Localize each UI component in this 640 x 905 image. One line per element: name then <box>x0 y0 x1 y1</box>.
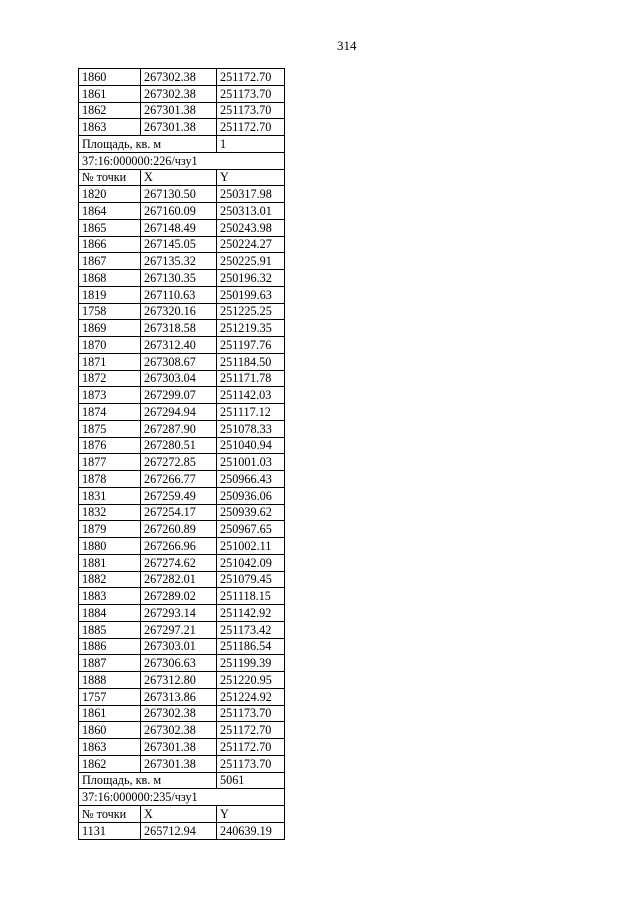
point-number-cell: 1881 <box>79 554 141 571</box>
x-coordinate-cell: 267301.38 <box>141 102 217 119</box>
x-coordinate-cell: 267320.16 <box>141 303 217 320</box>
point-number-cell: 1878 <box>79 471 141 488</box>
y-coordinate-cell: 250243.98 <box>217 219 285 236</box>
table-row <box>79 605 285 622</box>
coordinates-table <box>78 68 285 840</box>
y-coordinate-cell: 250939.62 <box>217 504 285 521</box>
y-coordinate-cell: 250196.32 <box>217 270 285 287</box>
point-number-cell: 1861 <box>79 85 141 102</box>
point-number-cell: 1832 <box>79 504 141 521</box>
point-number-cell: 1831 <box>79 487 141 504</box>
x-coordinate-cell: 267303.01 <box>141 638 217 655</box>
table-row <box>79 487 285 504</box>
y-coordinate-cell: 251219.35 <box>217 320 285 337</box>
x-coordinate-cell: 267110.63 <box>141 286 217 303</box>
table-header-row <box>79 806 285 823</box>
x-coordinate-cell: 267306.63 <box>141 655 217 672</box>
y-coordinate-cell: 251184.50 <box>217 353 285 370</box>
point-number-cell: 1861 <box>79 705 141 722</box>
table-row <box>79 621 285 638</box>
x-coordinate-cell: 267302.38 <box>141 85 217 102</box>
x-coordinate-cell: 265712.94 <box>141 822 217 839</box>
y-coordinate-cell: 251001.03 <box>217 454 285 471</box>
x-coordinate-cell: 267312.40 <box>141 337 217 354</box>
y-coordinate-cell: 250317.98 <box>217 186 285 203</box>
y-coordinate-cell: 251173.70 <box>217 102 285 119</box>
cadastral-number: 37:16:000000:235/чзу1 <box>79 789 285 806</box>
table-row <box>79 303 285 320</box>
y-coordinate-cell: 251078.33 <box>217 420 285 437</box>
x-coordinate-cell: 267160.09 <box>141 203 217 220</box>
y-coordinate-cell: 251042.09 <box>217 554 285 571</box>
point-number-cell: 1757 <box>79 688 141 705</box>
table-row <box>79 454 285 471</box>
point-number-cell: 1888 <box>79 672 141 689</box>
x-coordinate-cell: 267302.38 <box>141 69 217 86</box>
x-coordinate-cell: 267289.02 <box>141 588 217 605</box>
y-coordinate-cell: 250966.43 <box>217 471 285 488</box>
y-coordinate-cell: 250936.06 <box>217 487 285 504</box>
coordinates-table-body <box>79 69 285 840</box>
x-coordinate-cell: 267301.38 <box>141 739 217 756</box>
y-coordinate-cell: 251224.92 <box>217 688 285 705</box>
table-row <box>79 504 285 521</box>
point-number-cell: 1863 <box>79 739 141 756</box>
point-number-cell: 1866 <box>79 236 141 253</box>
y-coordinate-cell: 251186.54 <box>217 638 285 655</box>
y-coordinate-cell: 251002.11 <box>217 538 285 555</box>
y-coordinate-cell: 251172.70 <box>217 69 285 86</box>
x-coordinate-cell: 267145.05 <box>141 236 217 253</box>
x-coordinate-cell: 267302.38 <box>141 705 217 722</box>
x-coordinate-cell: 267274.62 <box>141 554 217 571</box>
cadastral-number-row <box>79 789 285 806</box>
point-number-cell: 1131 <box>79 822 141 839</box>
y-coordinate-cell: 251173.70 <box>217 755 285 772</box>
y-coordinate-cell: 250967.65 <box>217 521 285 538</box>
x-coordinate-cell: 267260.89 <box>141 521 217 538</box>
table-header-row <box>79 169 285 186</box>
point-number-cell: 1872 <box>79 370 141 387</box>
x-coordinate-cell: 267312.80 <box>141 672 217 689</box>
point-number-cell: 1868 <box>79 270 141 287</box>
header-x: X <box>141 169 217 186</box>
area-row <box>79 136 285 153</box>
x-coordinate-cell: 267308.67 <box>141 353 217 370</box>
y-coordinate-cell: 251117.12 <box>217 404 285 421</box>
table-row <box>79 253 285 270</box>
table-row <box>79 688 285 705</box>
point-number-cell: 1867 <box>79 253 141 270</box>
y-coordinate-cell: 250313.01 <box>217 203 285 220</box>
point-number-cell: 1883 <box>79 588 141 605</box>
x-coordinate-cell: 267294.94 <box>141 404 217 421</box>
table-row <box>79 69 285 86</box>
table-row <box>79 186 285 203</box>
x-coordinate-cell: 267282.01 <box>141 571 217 588</box>
point-number-cell: 1865 <box>79 219 141 236</box>
y-coordinate-cell: 251172.70 <box>217 722 285 739</box>
point-number-cell: 1877 <box>79 454 141 471</box>
table-row <box>79 437 285 454</box>
point-number-cell: 1820 <box>79 186 141 203</box>
y-coordinate-cell: 251220.95 <box>217 672 285 689</box>
point-number-cell: 1886 <box>79 638 141 655</box>
table-row <box>79 85 285 102</box>
y-coordinate-cell: 250224.27 <box>217 236 285 253</box>
point-number-cell: 1873 <box>79 387 141 404</box>
x-coordinate-cell: 267297.21 <box>141 621 217 638</box>
x-coordinate-cell: 267135.32 <box>141 253 217 270</box>
cadastral-number: 37:16:000000:226/чзу1 <box>79 152 285 169</box>
table-row <box>79 705 285 722</box>
table-row <box>79 755 285 772</box>
table-row <box>79 420 285 437</box>
y-coordinate-cell: 250199.63 <box>217 286 285 303</box>
y-coordinate-cell: 251173.70 <box>217 85 285 102</box>
table-row <box>79 387 285 404</box>
header-y: Y <box>217 169 285 186</box>
point-number-cell: 1875 <box>79 420 141 437</box>
point-number-cell: 1860 <box>79 69 141 86</box>
point-number-cell: 1860 <box>79 722 141 739</box>
point-number-cell: 1874 <box>79 404 141 421</box>
point-number-cell: 1887 <box>79 655 141 672</box>
x-coordinate-cell: 267302.38 <box>141 722 217 739</box>
point-number-cell: 1758 <box>79 303 141 320</box>
area-label: Площадь, кв. м <box>79 772 217 789</box>
header-point-number: № точки <box>79 806 141 823</box>
x-coordinate-cell: 267266.77 <box>141 471 217 488</box>
point-number-cell: 1876 <box>79 437 141 454</box>
table-row <box>79 286 285 303</box>
x-coordinate-cell: 267130.50 <box>141 186 217 203</box>
table-row <box>79 102 285 119</box>
header-x: X <box>141 806 217 823</box>
x-coordinate-cell: 267313.86 <box>141 688 217 705</box>
y-coordinate-cell: 240639.19 <box>217 822 285 839</box>
x-coordinate-cell: 267266.96 <box>141 538 217 555</box>
table-row <box>79 320 285 337</box>
cadastral-number-row <box>79 152 285 169</box>
table-row <box>79 521 285 538</box>
area-value: 5061 <box>217 772 285 789</box>
y-coordinate-cell: 251173.70 <box>217 705 285 722</box>
x-coordinate-cell: 267303.04 <box>141 370 217 387</box>
point-number-cell: 1884 <box>79 605 141 622</box>
point-number-cell: 1880 <box>79 538 141 555</box>
x-coordinate-cell: 267299.07 <box>141 387 217 404</box>
x-coordinate-cell: 267259.49 <box>141 487 217 504</box>
x-coordinate-cell: 267280.51 <box>141 437 217 454</box>
x-coordinate-cell: 267148.49 <box>141 219 217 236</box>
x-coordinate-cell: 267318.58 <box>141 320 217 337</box>
x-coordinate-cell: 267254.17 <box>141 504 217 521</box>
y-coordinate-cell: 251199.39 <box>217 655 285 672</box>
point-number-cell: 1885 <box>79 621 141 638</box>
y-coordinate-cell: 250225.91 <box>217 253 285 270</box>
point-number-cell: 1862 <box>79 102 141 119</box>
y-coordinate-cell: 251172.70 <box>217 119 285 136</box>
y-coordinate-cell: 251197.76 <box>217 337 285 354</box>
table-row <box>79 571 285 588</box>
point-number-cell: 1862 <box>79 755 141 772</box>
point-number-cell: 1869 <box>79 320 141 337</box>
y-coordinate-cell: 251040.94 <box>217 437 285 454</box>
x-coordinate-cell: 267130.35 <box>141 270 217 287</box>
table-row <box>79 672 285 689</box>
y-coordinate-cell: 251171.78 <box>217 370 285 387</box>
table-row <box>79 219 285 236</box>
y-coordinate-cell: 251225.25 <box>217 303 285 320</box>
x-coordinate-cell: 267287.90 <box>141 420 217 437</box>
table-row <box>79 353 285 370</box>
table-row <box>79 588 285 605</box>
area-value: 1 <box>217 136 285 153</box>
table-row <box>79 119 285 136</box>
x-coordinate-cell: 267301.38 <box>141 755 217 772</box>
x-coordinate-cell: 267301.38 <box>141 119 217 136</box>
table-row <box>79 722 285 739</box>
point-number-cell: 1864 <box>79 203 141 220</box>
table-row <box>79 822 285 839</box>
table-row <box>79 538 285 555</box>
table-row <box>79 739 285 756</box>
table-row <box>79 655 285 672</box>
y-coordinate-cell: 251172.70 <box>217 739 285 756</box>
area-row <box>79 772 285 789</box>
header-point-number: № точки <box>79 169 141 186</box>
table-row <box>79 337 285 354</box>
point-number-cell: 1882 <box>79 571 141 588</box>
y-coordinate-cell: 251142.03 <box>217 387 285 404</box>
table-row <box>79 203 285 220</box>
point-number-cell: 1863 <box>79 119 141 136</box>
table-row <box>79 471 285 488</box>
y-coordinate-cell: 251079.45 <box>217 571 285 588</box>
page-number: 314 <box>337 38 357 53</box>
table-row <box>79 554 285 571</box>
x-coordinate-cell: 267293.14 <box>141 605 217 622</box>
table-row <box>79 404 285 421</box>
header-y: Y <box>217 806 285 823</box>
y-coordinate-cell: 251173.42 <box>217 621 285 638</box>
point-number-cell: 1879 <box>79 521 141 538</box>
y-coordinate-cell: 251118.15 <box>217 588 285 605</box>
area-label: Площадь, кв. м <box>79 136 217 153</box>
table-row <box>79 236 285 253</box>
table-row <box>79 370 285 387</box>
y-coordinate-cell: 251142.92 <box>217 605 285 622</box>
point-number-cell: 1870 <box>79 337 141 354</box>
x-coordinate-cell: 267272.85 <box>141 454 217 471</box>
table-row <box>79 270 285 287</box>
point-number-cell: 1819 <box>79 286 141 303</box>
point-number-cell: 1871 <box>79 353 141 370</box>
table-row <box>79 638 285 655</box>
